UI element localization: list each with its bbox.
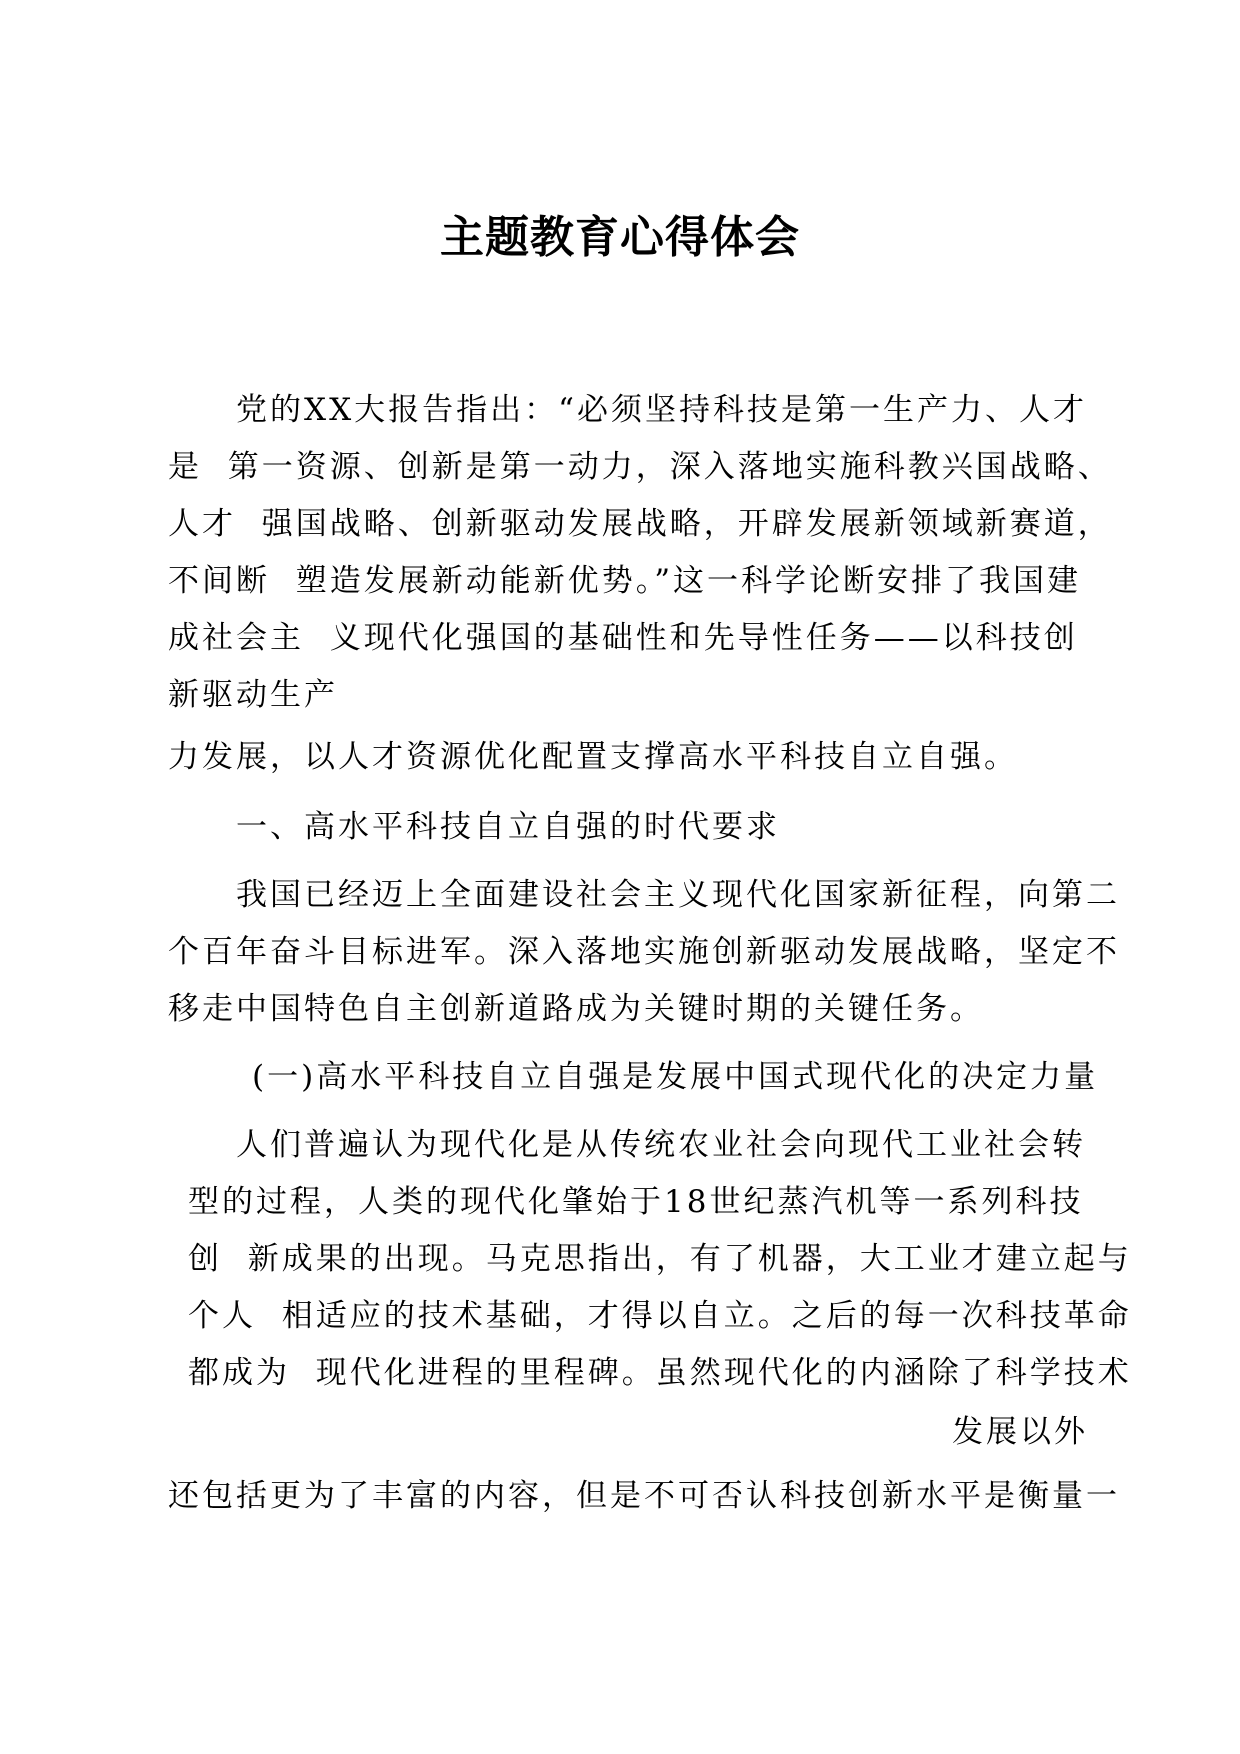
body-line: 我国已经迈上全面建设社会主义现代化国家新征程，向第二 [236, 877, 1120, 913]
body-line: 移走中国特色自主创新道路成为关键时期的关键任务。 [168, 991, 984, 1027]
body-line: 成社会主 义现代化强国的基础性和先导性任务——以科技创 [168, 620, 1078, 656]
body-line: 力发展，以人才资源优化配置支撑高水平科技自立自强。 [168, 739, 1018, 775]
body-line: 还包括更为了丰富的内容，但是不可否认科技创新水平是衡量一 [168, 1478, 1120, 1514]
body-line: 是 第一资源、创新是第一动力，深入落地实施科教兴国战略、 [168, 449, 1112, 485]
body-line: 人们普遍认为现代化是从传统农业社会向现代工业社会转 [236, 1127, 1086, 1163]
body-line: 型的过程，人类的现代化肇始于18世纪蒸汽机等一系列科技 [188, 1184, 1084, 1220]
body-line: 个人 相适应的技术基础，才得以自立。之后的每一次科技革命 [188, 1298, 1132, 1334]
body-line: 创 新成果的出现。马克思指出，有了机器，大工业才建立起与 [188, 1241, 1132, 1277]
body-line: 发展以外 [952, 1414, 1088, 1450]
body-line: 都成为 现代化进程的里程碑。虽然现代化的内涵除了科学技术 [188, 1355, 1132, 1391]
body-line: 个百年奋斗目标进军。深入落地实施创新驱动发展战略，坚定不 [168, 934, 1120, 970]
body-line: 新驱动生产 [168, 677, 338, 713]
body-line: 党的XX大报告指出：“必须坚持科技是第一生产力、人才 [236, 392, 1087, 428]
body-line: 人才 强国战略、创新驱动发展战略，开辟发展新领域新赛道， [168, 506, 1112, 542]
subsection-heading: (一)高水平科技自立自强是发展中国式现代化的决定力量 [252, 1059, 1099, 1095]
body-line: 不间断 塑造发展新动能新优势。”这一科学论断安排了我国建 [168, 563, 1082, 599]
document-title: 主题教育心得体会 [440, 212, 800, 263]
section-heading: 一、高水平科技自立自强的时代要求 [236, 809, 780, 845]
